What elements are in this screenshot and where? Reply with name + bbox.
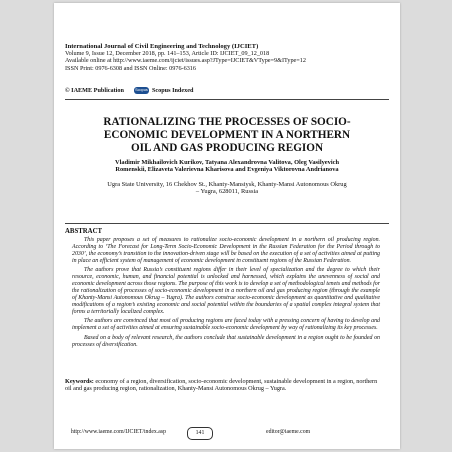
page-footer [54,427,400,439]
abstract-paragraph: The authors prove that Russia’s constituent regions differ in their level of specialization and the degree to which their resource, economic, human, and financial potential is unlocked and harnessed, which explains the unevenness of social and economic development across those regions. The purpose of this work is to develop a set of methodological tenets and methods for the rationalization of processes of socio-economic development in a northern oil and gas producing region (through the example of Khanty-Mansi Autonomous Okrug – Yugra). The authors construe socio-economic development as quantitative and qualitative modifications of a region’s existing economic and social potential within the boundaries of a spatial complex integral system that forms a territorially localized complex. [72,267,380,316]
abstract-paragraph: This paper proposes a set of measures to rationalize socio-economic development in a northern oil producing region. According to ‘The Forecast for Long-Term Socio-Economic Development in the Russian Federation for the Period through to 2030’, the economy’s transition to the innovation-driven stage will be based on the execution of a set of activities aimed at putting in place an efficient system of management of economic development in constituent regions of the Russian Federation. [72,237,380,264]
scopus-logo: Scopus [135,87,148,92]
issn-line: ISSN Print: 0976-6308 and ISSN Online: 0976-6316 [65,64,196,72]
scopus-indexed-label: Scopus Indexed [151,86,194,94]
author-line: Vladimir Mikhailovich Kurikov, Tatyana Alexandrovna Valitova, Oleg Vasilyevich [114,159,339,166]
abstract-paragraph: Based on a body of relevant research, the authors conclude that sustainable development in a region ought to be founded on processes of diversification. [72,334,380,348]
keywords [65,378,385,393]
title-line: ECONOMIC DEVELOPMENT IN A NORTHERN [103,128,351,141]
footer-email: editor@iaeme.com [266,429,311,435]
paper-title [65,116,389,154]
title-line: RATIONALIZING THE PROCESSES OF SOCIO- [103,116,351,128]
abstract-paragraph: The authors are convinced that most oil producing regions are faced today with a pressing concern of having to develop and implement a set of activities aimed at ensuring sustainable socio-economic development by way of rationalizing its key processes. [72,318,380,332]
abstract-body [72,237,380,351]
paper-page [54,3,400,449]
abstract-divider [65,223,389,224]
publisher-label: © IAEME Publication [65,86,124,94]
author-line: Romenskii, Elizaveta Valerievna Kharisova and Evgeniya Viktorovna Andrianova [115,166,339,174]
journal-header [65,43,391,72]
page-number: 141 [187,427,213,440]
journal-title: International Journal of Civil Engineering and Technology (IJCIET) [65,43,259,50]
author-list [65,159,389,174]
abstract-heading: ABSTRACT [65,228,103,235]
affiliation-line: Ugra State University, 16 Chekhov St., Khanty-Mansiysk, Khanty-Mansi Autonomous Okrug [107,181,347,188]
affiliation-line: – Yugra, 628011, Russia [195,188,259,196]
keywords-label: Keywords: [65,378,94,385]
volume-line: Volume 9, Issue 12, December 2018, pp. 141–153, Article ID: IJCIET_09_12_018 [65,50,270,58]
footer-url: http://www.iaeme.com/IJCIET/index.asp [70,429,166,435]
header-divider [65,99,389,100]
title-line: OIL AND GAS PRODUCING REGION [130,141,324,154]
keywords-text: economy of a region, diversification, socio-economic development, sustainable development in a region, northern oil and gas producing region, rationalization, Khanty-Mansi Autonomous Okrug – Yugra. [65,378,378,393]
available-online-line: Available online at http://www.iaeme.com/ijciet/issues.asp?JType=IJCIET&VType=9&IType=12 [65,57,306,65]
affiliation [65,181,389,196]
publisher-row [65,85,193,95]
